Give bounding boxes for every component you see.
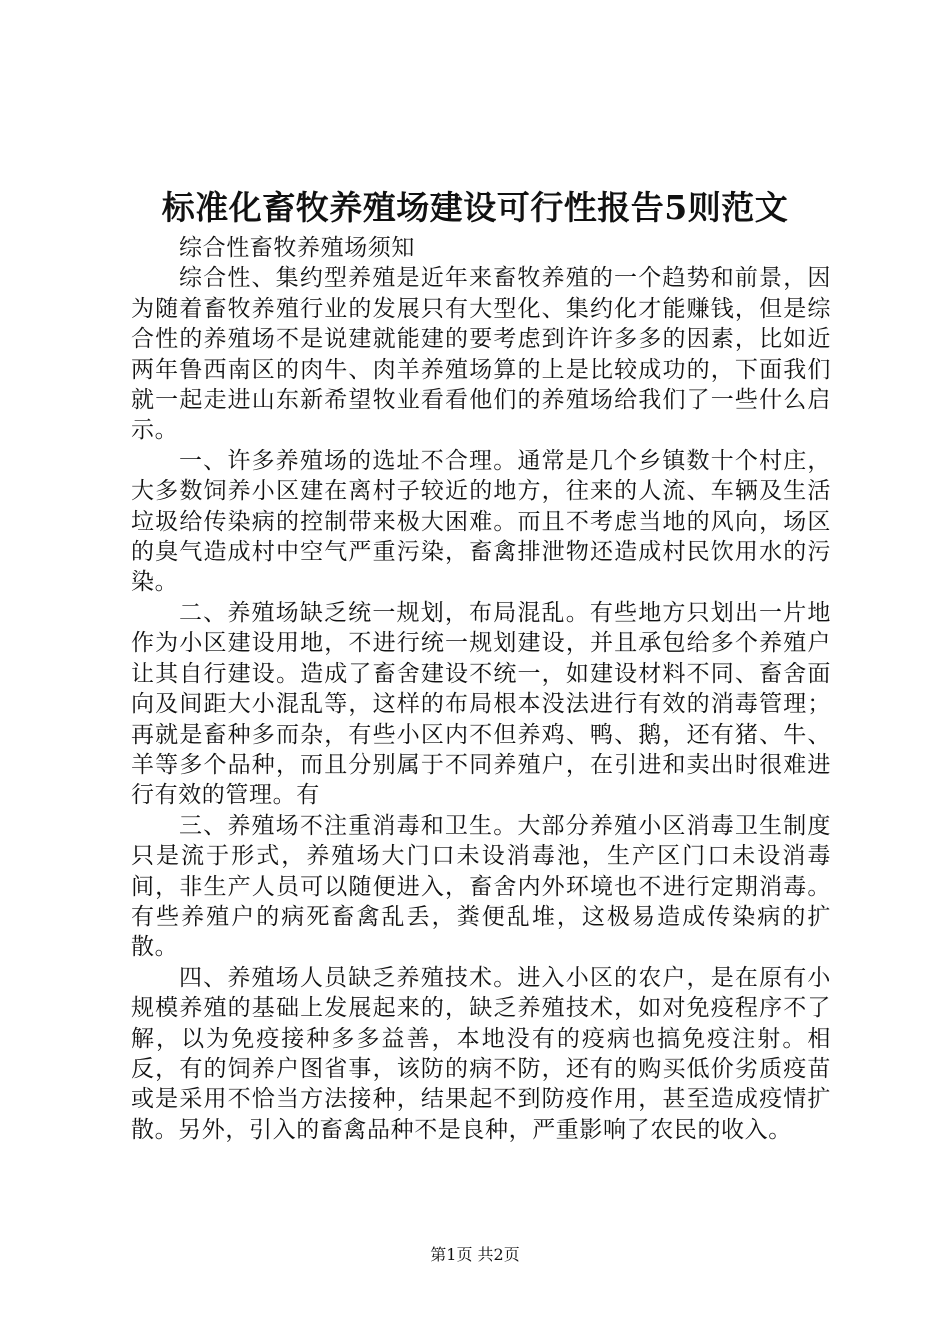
point-four-paragraph: 四、养殖场人员缺乏养殖技术。进入小区的农户，是在原有小规模养殖的基础上发展起来的，缺乏养殖技术，如对免疫程序不了解，以为免疫接种多多益善，本地没有的疫病也搞免疫注射。相反，有的饲养户图省事，该防的病不防，还有的购买低价劣质疫苗或是采用不恰当方法接种，结果起不到防疫作用，甚至造成疫情扩散。另外，引入的畜禽品种不是良种，严重影响了农民的收入。 <box>131 964 831 1143</box>
point-three-paragraph: 三、养殖场不注重消毒和卫生。大部分养殖小区消毒卫生制度只是流于形式，养殖场大门口未设消毒池，生产区门口未设消毒间，非生产人员可以随便进入，畜舍内外环境也不进行定期消毒。有些养殖户的病死畜禽乱丢，粪便乱堆，这极易造成传染病的扩散。 <box>131 812 831 961</box>
document-title: 标准化畜牧养殖场建设可行性报告5则范文 <box>161 188 789 227</box>
point-two-paragraph: 二、养殖场缺乏统一规划，布局混乱。有些地方只划出一片地作为小区建设用地，不进行统一规划建设，并且承包给多个养殖户让其自行建设。造成了畜舍建设不统一，如建设材料不同、畜舍面向及间距大小混乱等，这样的布局根本没法进行有效的消毒管理；再就是畜种多而杂，有些小区内不但养鸡、鸭、鹅，还有猪、牛、羊等多个品种，而且分别属于不同养殖户，在引进和卖出时很难进行有效的管理。有 <box>131 599 831 809</box>
page-number-footer: 第1页 共2页 <box>430 1245 520 1264</box>
document-body <box>131 233 831 1145</box>
section-heading: 综合性畜牧养殖场须知 <box>179 235 415 261</box>
intro-paragraph: 综合性、集约型养殖是近年来畜牧养殖的一个趋势和前景，因为随着畜牧养殖行业的发展只有大型化、集约化才能赚钱，但是综合性的养殖场不是说建就能建的要考虑到许许多多的因素，比如近两年鲁西南区的肉牛、肉羊养殖场算的上是比较成功的，下面我们就一起走进山东新希望牧业看看他们的养殖场给我们了一些什么启示。 <box>131 265 831 444</box>
point-one-paragraph: 一、许多养殖场的选址不合理。通常是几个乡镇数十个村庄，大多数饲养小区建在离村子较近的地方，往来的人流、车辆及生活垃圾给传染病的控制带来极大困难。而且不考虑当地的风向，场区的臭气造成村中空气严重污染，畜禽排泄物还造成村民饮用水的污染。 <box>131 447 831 596</box>
